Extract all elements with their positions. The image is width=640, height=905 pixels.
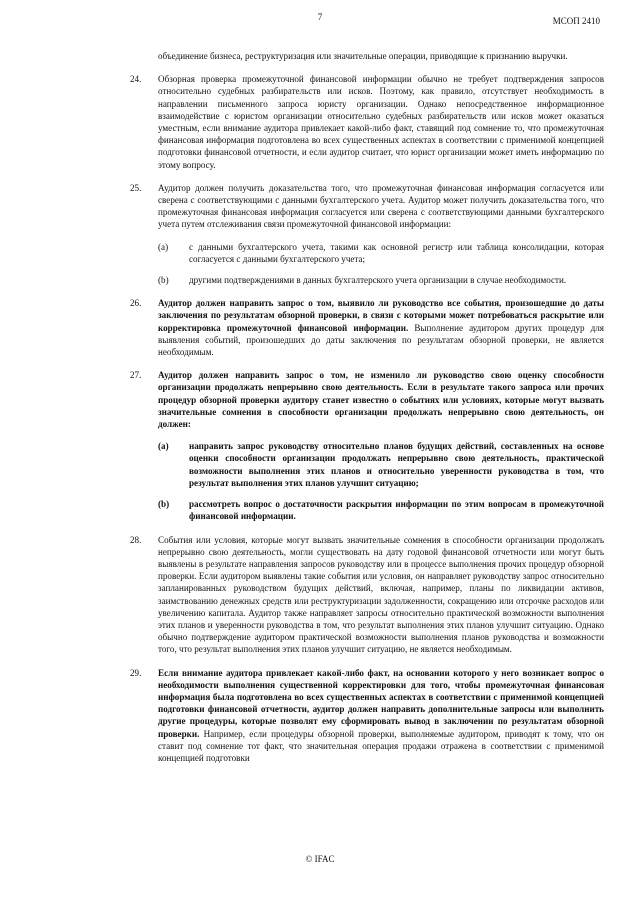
requirement-text: Аудитор должен направить запрос о том, выявило ли руководство все события, произошедшие до даты заключения по результатам обзорной проверки, в связи с которыми может потребоваться раскрытие или корректировка промежуточной финансовой информации.	[158, 298, 604, 333]
requirement-text: Если внимание аудитора привлекает какой-либо факт, на основании которого у него возникает вопрос о необходимости выполнения существенной корректировки для того, чтобы промежуточная финансовая информация была подготовлена во всех существенных аспектах в соответствии с применимой концепцией подготовки финансовой отчетности, аудитор должен направить дополнительные запросы или выполнить другие процедуры, которые позволят ему сформировать вывод в заключении по результатам обзорной проверки.	[158, 667, 604, 739]
sub-item-letter: (b)	[158, 275, 169, 286]
guidance-text: Например, если процедуры обзорной проверки, выполняемые аудитором, приводят к тому, что он ставит под сомнение тот факт, что значительная операция продажи отражена в соответствии с применимой концепцией подготовки	[158, 728, 604, 763]
paragraph-number: 24.	[130, 74, 142, 85]
paragraph-text: События или условия, которые могут вызвать значительные сомнения в способности организации продолжать непрерывно свою деятельность, могли существовать на дату годовой финансовой отчетности или могут быть выявлены в результате направления запросов руководству или в процессе выполнения прочих процедур обзорной проверки. Если аудитором выявлены такие события или условия, он направляет руководству запрос относительно запланированных руководством будущих действий, включая, например, планы по ликвидации активов, заимствованию денежных средств или реструктуризации задолженности, сокращению или отсрочке расходов или увеличению капитала. Аудитор также направляет запросы относительно практической возможности выполнения этих планов и уверенности руководства в том, что результат выполнения этих планов улучшит ситуацию. Однако обычно подтверждение аудитором практической возможности выполнения планов руководства и возможности того, что результат выполнения этих планов улучшит ситуацию, не является необходимым.	[158, 534, 604, 655]
sub-item-text: направить запрос руководству относительно планов будущих действий, составленных на основе оценки способности организации продолжать непрерывно свою деятельность, практической возможности выполнения этих планов и относительно уверенности руководства в том, что результат выполнения этих планов улучшит ситуацию;	[189, 441, 604, 488]
paragraph-28	[130, 534, 604, 656]
paragraph-number: 28.	[130, 534, 142, 545]
page-number: 7	[317, 12, 323, 22]
paragraph-text	[158, 297, 604, 358]
paragraph-24	[130, 73, 604, 171]
sub-item	[158, 241, 604, 265]
paragraph-25	[130, 182, 604, 286]
sub-item-list	[158, 241, 604, 287]
paragraph-number: 26.	[130, 298, 142, 309]
sub-item-text: рассмотреть вопрос о достаточности раскрытия информации по этим вопросам в промежуточной финансовой информации.	[189, 499, 604, 522]
sub-item-letter: (a)	[158, 441, 169, 452]
paragraph-text: Аудитор должен получить доказательства того, что промежуточная финансовая информация согласуется или сверена с соответствующими с данными бухгалтерского учета. Аудитор может получить доказательства того, что промежуточная финансовая информация согласуется или сверена с соответствующими данными бухгалтерского учета путем отслеживания связи промежуточной финансовой информации:	[158, 182, 604, 230]
guidance-text: Выполнение аудитором других процедур для выявления событий, произошедших до даты заключения по результатам обзорной проверки, не является необходимым.	[158, 322, 604, 358]
sub-item-text: другими подтверждениями в данных бухгалтерского учета организации в случае необходимости.	[189, 275, 567, 286]
paragraph-text: Обзорная проверка промежуточной финансовой информации обычно не требует подтверждения запросов относительно судебных разбирательств или исков. Поэтому, как правило, отсутствует необходимость в направлении письменного запроса юристу организации. Однако непосредственное информационное взаимодействие с юристом организации относительно судебных разбирательств или исков может оказаться уместным, если внимание аудитора привлекает какой-либо факт, ставящий под сомнение то, что промежуточная финансовая информация подготовлена во всех существенных аспектах в соответствии с применимой концепцией подготовки финансовой отчетности, и если аудитор считает, что юрист организации может иметь информацию по этому вопросу.	[158, 74, 604, 170]
paragraph-continuation: объединение бизнеса, реструктуризация или значительные операции, приводящие к признанию выручки.	[158, 51, 568, 61]
sub-item-text: с данными бухгалтерского учета, такими как основной регистр или таблица консолидации, которая согласуется с данными бухгалтерского учета;	[189, 241, 604, 264]
requirement-text: Аудитор должен направить запрос о том, не изменило ли руководство свою оценку способности организации продолжать непрерывно свою деятельность. Если в результате такого запроса или прочих процедур обзорной проверки аудитору станет известно о событиях или условиях, которые могут вызвать значительные сомнения в способности организации продолжать непрерывно свою деятельность, он должен:	[158, 370, 604, 430]
paragraph-26	[130, 297, 604, 358]
sub-item	[158, 274, 604, 286]
sub-item-letter: (b)	[158, 499, 170, 510]
paragraph-number: 29.	[130, 667, 142, 678]
sub-item	[158, 498, 604, 522]
standard-reference: МСОП 2410	[552, 16, 600, 26]
paragraph-number: 25.	[130, 182, 142, 193]
paragraph-text	[158, 667, 604, 765]
paragraph-number: 27.	[130, 370, 142, 381]
paragraph-27	[130, 369, 604, 522]
paragraph-29	[130, 667, 604, 765]
sub-item-list	[158, 440, 604, 522]
sub-item	[158, 440, 604, 489]
copyright-footer: © IFAC	[305, 854, 335, 864]
document-body	[130, 50, 604, 775]
sub-item-letter: (a)	[158, 241, 169, 252]
